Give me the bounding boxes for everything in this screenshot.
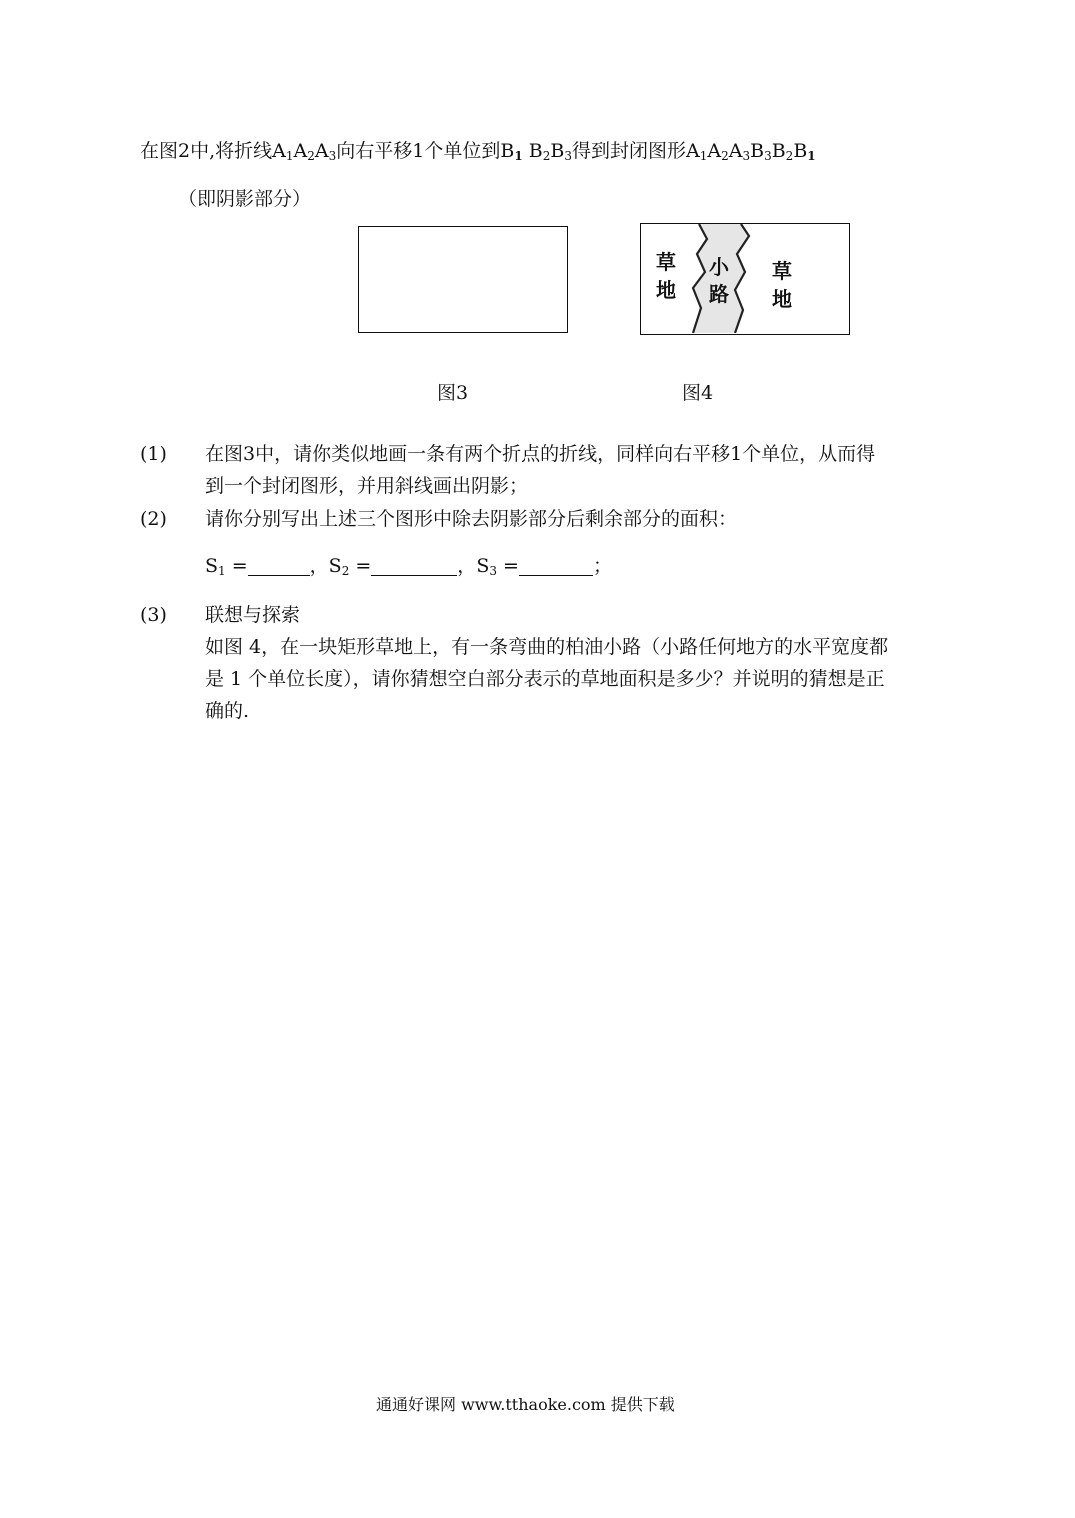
grass-left-char2: 地: [656, 278, 676, 302]
q2-line1: 请你分别写出上述三个图形中除去阴影部分后剩余部分的面积：: [205, 508, 738, 530]
road-char2: 路: [709, 282, 729, 306]
intro-note: （即阴影部分）: [178, 188, 312, 210]
q3-title: 联想与探索: [205, 604, 301, 626]
q1-number: (1): [140, 443, 167, 465]
q2-number: (2): [140, 508, 167, 530]
grass-left-char1: 草: [656, 250, 676, 274]
q3-number: (3): [140, 604, 167, 626]
q3-line3: 确的.: [205, 700, 250, 722]
q1-line1: 在图3中，请你类似地画一条有两个折点的折线，同样向右平移1个单位，从而得: [205, 443, 876, 465]
q2-answer-line: $S_1$ = ，$S_2$ = ，$S_3$ = ；: [205, 555, 612, 578]
answer-blank-s2[interactable]: [371, 555, 457, 576]
answer-blank-s1[interactable]: [248, 555, 310, 576]
footer-credit: 通通好课网 www.tthaoke.com 提供下载: [376, 1395, 675, 1414]
q3-line1: 如图 4，在一块矩形草地上，有一条弯曲的柏油小路（小路任何地方的水平宽度都: [205, 636, 889, 658]
road-char1: 小: [709, 255, 729, 279]
figure3-rectangle: [358, 226, 568, 333]
grass-right-char2: 地: [772, 287, 792, 311]
figure3-label: 图3: [437, 382, 469, 404]
intro-line: 在图2中,将折线$A_1A_2A_3$向右平移1个单位到$B_1$ $B_2B_3$得到封闭图形$A_1A_2A_3B_3B_2B_1$: [140, 140, 816, 163]
figure4-rectangle: [640, 223, 850, 335]
figure4-label: 图4: [682, 382, 714, 404]
answer-blank-s3[interactable]: [519, 555, 593, 576]
q1-line2: 到一个封闭图形，并用斜线画出阴影；: [205, 475, 529, 497]
q3-line2: 是 1 个单位长度），请你猜想空白部分表示的草地面积是多少？并说明的猜想是正: [205, 668, 885, 690]
grass-right-char1: 草: [772, 259, 792, 283]
